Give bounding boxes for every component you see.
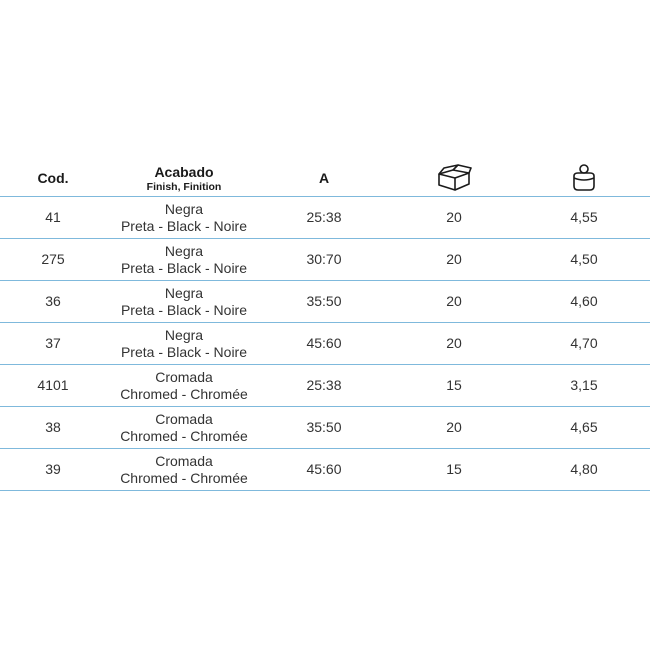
header-cod bbox=[13, 160, 93, 196]
a-value: 35:50 bbox=[306, 419, 342, 435]
qty-value: 20 bbox=[446, 335, 462, 351]
table-row bbox=[0, 323, 650, 365]
cod-value: 39 bbox=[45, 461, 61, 477]
weight-value: 4,80 bbox=[570, 461, 598, 477]
qty-value: 15 bbox=[446, 377, 462, 393]
finish-primary: Cromada bbox=[155, 368, 213, 385]
cell-weight bbox=[544, 197, 624, 238]
cell-a bbox=[284, 281, 364, 322]
cell-weight bbox=[544, 323, 624, 364]
a-value: 25:38 bbox=[306, 209, 342, 225]
finish-translations: Preta - Black - Noire bbox=[120, 301, 248, 318]
a-value: 35:50 bbox=[306, 293, 342, 309]
table-header bbox=[0, 160, 650, 197]
finish-translations: Chromed - Chromée bbox=[120, 427, 248, 444]
cell-qty bbox=[414, 323, 494, 364]
cell-qty bbox=[414, 239, 494, 280]
table-row bbox=[0, 197, 650, 239]
cell-cod bbox=[13, 323, 93, 364]
cell-qty bbox=[414, 449, 494, 490]
cell-a bbox=[284, 365, 364, 406]
cod-value: 38 bbox=[45, 419, 61, 435]
a-value: 30:70 bbox=[306, 251, 342, 267]
cod-value: 275 bbox=[41, 251, 65, 267]
weight-value: 3,15 bbox=[570, 377, 598, 393]
finish-primary: Negra bbox=[164, 242, 204, 259]
finish-translations: Chromed - Chromée bbox=[120, 469, 248, 486]
cod-value: 37 bbox=[45, 335, 61, 351]
finish-primary: Cromada bbox=[155, 452, 213, 469]
cell-qty bbox=[414, 407, 494, 448]
header-cod-label: Cod. bbox=[37, 170, 69, 186]
header-finish-title: Acabado bbox=[154, 163, 214, 180]
qty-value: 20 bbox=[446, 209, 462, 225]
cell-finish bbox=[94, 365, 274, 406]
cell-qty bbox=[414, 197, 494, 238]
header-finish-subtitle: Finish, Finition bbox=[146, 180, 222, 193]
cell-qty bbox=[414, 281, 494, 322]
cell-cod bbox=[13, 449, 93, 490]
box-icon bbox=[414, 160, 494, 196]
weight-value: 4,70 bbox=[570, 335, 598, 351]
cell-finish bbox=[94, 449, 274, 490]
cell-a bbox=[284, 323, 364, 364]
cell-weight bbox=[544, 239, 624, 280]
finish-primary: Negra bbox=[164, 200, 204, 217]
cell-weight bbox=[544, 365, 624, 406]
cell-cod bbox=[13, 281, 93, 322]
finish-primary: Negra bbox=[164, 284, 204, 301]
weight-value: 4,50 bbox=[570, 251, 598, 267]
qty-value: 20 bbox=[446, 251, 462, 267]
table-row bbox=[0, 239, 650, 281]
cell-weight bbox=[544, 449, 624, 490]
cell-cod bbox=[13, 239, 93, 280]
weight-value: 4,60 bbox=[570, 293, 598, 309]
qty-value: 20 bbox=[446, 419, 462, 435]
cell-finish bbox=[94, 239, 274, 280]
weight-value: 4,55 bbox=[570, 209, 598, 225]
cell-cod bbox=[13, 407, 93, 448]
finish-primary: Cromada bbox=[155, 410, 213, 427]
a-value: 45:60 bbox=[306, 461, 342, 477]
cell-cod bbox=[13, 197, 93, 238]
a-value: 45:60 bbox=[306, 335, 342, 351]
header-a bbox=[284, 160, 364, 196]
finish-translations: Preta - Black - Noire bbox=[120, 217, 248, 234]
qty-value: 20 bbox=[446, 293, 462, 309]
cell-cod bbox=[13, 365, 93, 406]
cod-value: 4101 bbox=[37, 377, 69, 393]
product-table bbox=[0, 160, 650, 491]
finish-translations: Preta - Black - Noire bbox=[120, 259, 248, 276]
finish-primary: Negra bbox=[164, 326, 204, 343]
cell-finish bbox=[94, 281, 274, 322]
finish-translations: Preta - Black - Noire bbox=[120, 343, 248, 360]
cell-finish bbox=[94, 323, 274, 364]
cell-weight bbox=[544, 407, 624, 448]
cell-a bbox=[284, 197, 364, 238]
header-finish bbox=[94, 160, 274, 196]
cod-value: 41 bbox=[45, 209, 61, 225]
qty-value: 15 bbox=[446, 461, 462, 477]
table-row bbox=[0, 365, 650, 407]
header-a-label: A bbox=[318, 170, 330, 186]
table-row bbox=[0, 449, 650, 491]
finish-translations: Chromed - Chromée bbox=[120, 385, 248, 402]
cell-qty bbox=[414, 365, 494, 406]
table-row bbox=[0, 281, 650, 323]
table-row bbox=[0, 407, 650, 449]
cell-weight bbox=[544, 281, 624, 322]
cell-a bbox=[284, 239, 364, 280]
cell-finish bbox=[94, 407, 274, 448]
weight-value: 4,65 bbox=[570, 419, 598, 435]
a-value: 25:38 bbox=[306, 377, 342, 393]
cell-a bbox=[284, 407, 364, 448]
cell-a bbox=[284, 449, 364, 490]
cell-finish bbox=[94, 197, 274, 238]
cod-value: 36 bbox=[45, 293, 61, 309]
weight-icon bbox=[544, 160, 624, 196]
